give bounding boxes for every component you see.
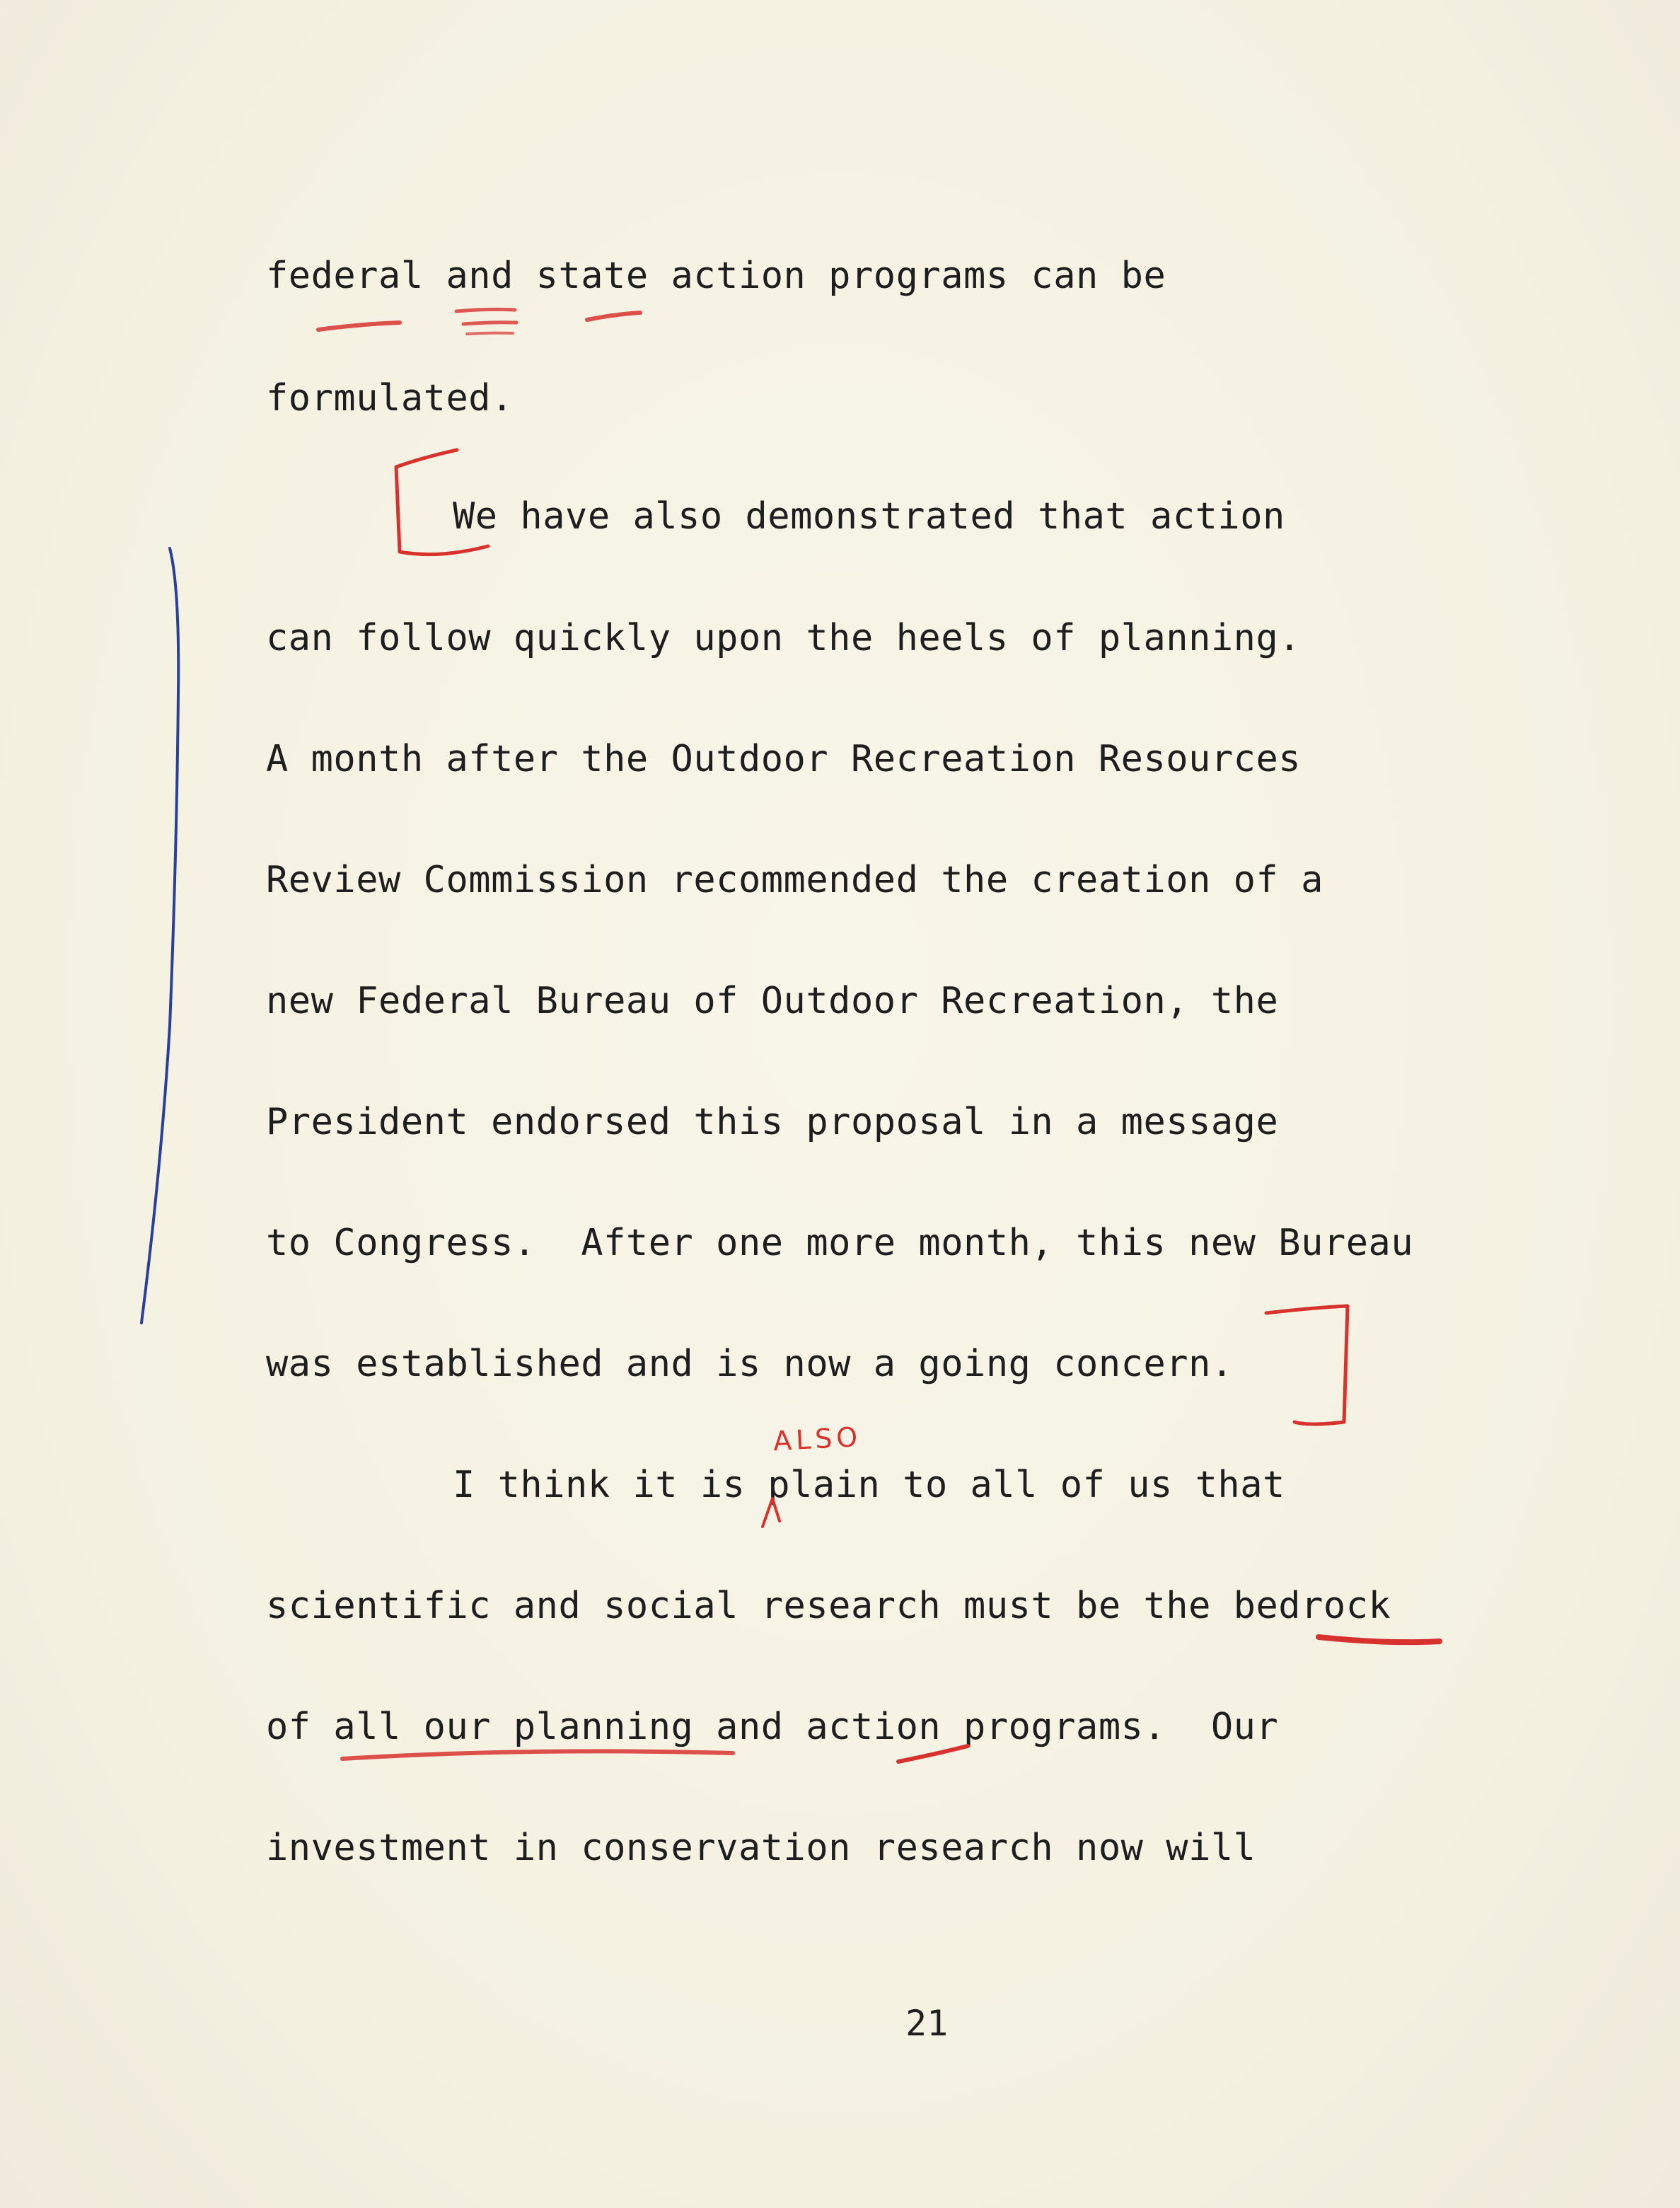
text-line-6: Review Commission recommended the creation of a <box>266 859 1323 901</box>
red-underline-all-our-planning <box>342 1751 733 1759</box>
text-line-7: new Federal Bureau of Outdoor Recreation, the <box>266 980 1279 1022</box>
text-line-4: can follow quickly upon the heels of planning. <box>266 617 1302 659</box>
handwritten-insert-also: ALSO <box>772 1421 863 1457</box>
red-close-bracket <box>1266 1306 1348 1424</box>
text-line-1: federal and state action programs can be <box>266 255 1166 297</box>
text-line-10: was established and is now a going concern. <box>266 1343 1234 1385</box>
page-number: 21 <box>905 2003 949 2044</box>
red-underline-and-1 <box>456 309 515 311</box>
red-underline-and-3 <box>467 333 513 334</box>
text-line-12: scientific and social research must be the bedrock <box>266 1585 1391 1627</box>
text-line-8: President endorsed this proposal in a message <box>266 1101 1279 1143</box>
text-line-14: investment in conservation research now will <box>266 1827 1256 1869</box>
red-underline-action <box>898 1746 968 1762</box>
red-underline-bedrock <box>1319 1637 1439 1642</box>
text-line-9: to Congress. After one more month, this new Bureau <box>266 1222 1414 1264</box>
red-underline-and-2 <box>463 323 516 324</box>
red-underline-federal <box>318 323 400 330</box>
text-line-11: I think it is plain to all of us that <box>453 1464 1285 1506</box>
text-line-2: formulated. <box>266 377 514 420</box>
text-line-13: of all our planning and action programs. Our <box>266 1706 1279 1748</box>
text-line-5: A month after the Outdoor Recreation Resources <box>266 738 1302 780</box>
text-line-3: We have also demonstrated that action <box>453 495 1285 538</box>
red-underline-state <box>587 313 640 320</box>
blue-margin-line <box>141 548 178 1323</box>
